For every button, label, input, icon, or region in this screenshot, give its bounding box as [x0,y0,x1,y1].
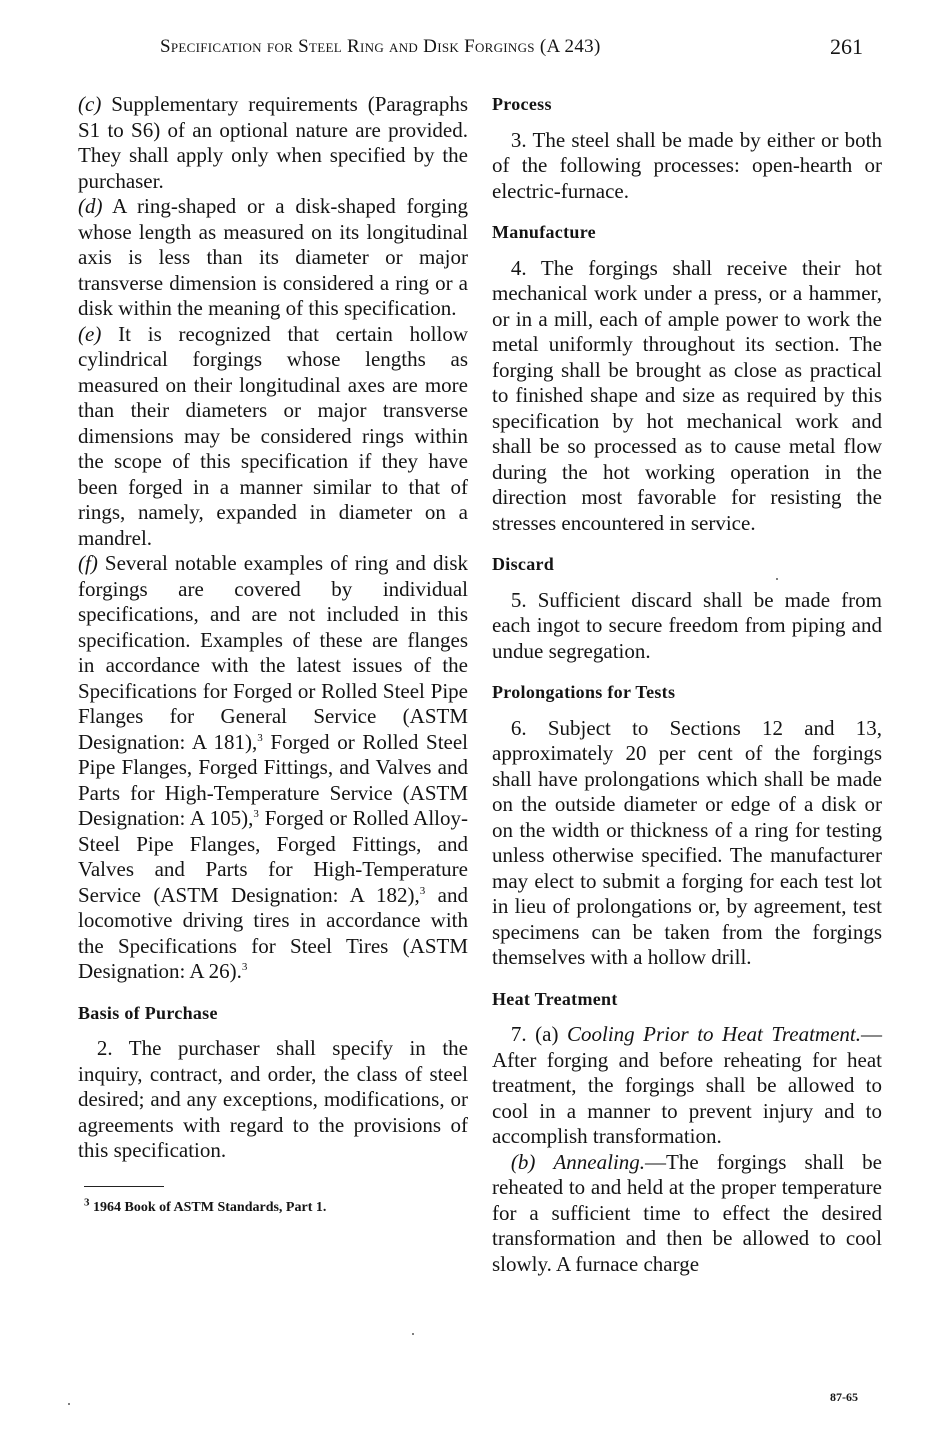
para-d-label: (d) [78,194,103,218]
heading-process: Process [492,94,552,114]
scan-speck [412,1333,414,1335]
footnote-text: 1964 Book of ASTM Standards, Part 1. [93,1199,327,1215]
scan-speck [776,578,778,580]
para-c-text: Supplementary requirements (Paragraphs S1 to S6) of an optional nature are provided. They shall apply only when specified by the purchaser. [78,92,468,193]
para-7a-text: —After forging and before reheating for heat treatment, the forgings shall be allowed to cool in a manner to prevent injury and to accomplish transformation. [492,1022,883,1148]
para-e-label: (e) [78,321,102,346]
right-column [492,92,882,1277]
para-7b-text: —The forgings shall be reheated to and held at the proper temperature for a sufficient time to effect the desired transformation and then be allowed to cool slowly. A furnace charge [492,1149,883,1276]
footnote-divider [84,1186,164,1187]
footnote [84,1195,468,1221]
print-code: 87-65 [830,1390,858,1404]
para-7b-title: Annealing. [553,1149,646,1174]
scan-speck [68,1403,70,1405]
paragraph-2: 2. The purchaser shall specify in the inquiry, contract, and order, the class of steel desired; and any exceptions, modifications, or agreements with regard to the provisions of this specification. [78,1036,468,1162]
paragraph-f [78,551,468,985]
heading-prolongations: Prolongations for Tests [492,682,676,702]
footnote-ref: 3 [241,961,248,973]
para-c-label: (c) [78,92,102,116]
heading-discard: Discard [492,554,555,574]
para-7a-number: 7. (a) [510,1022,559,1046]
running-title: Specification for Steel Ring and Disk Forgings (A 243) [160,36,601,57]
paragraph-7b [492,1150,882,1278]
footnote-ref: 3 [253,808,259,820]
paragraph-6: 6. Subject to Sections 12 and 13, approximately 20 per cent of the forgings shall have prolongations which shall be made on the outside diameter or edge of a disk or on the width or thickness of a ring for testing unless otherwise specified. The manufacturer may elect to submit a forging for each test lot in lieu of prolongations or, by agreement, test specimens can be taken from the forgings themselves with a hollow drill. [492,715,882,969]
left-column [78,92,468,1220]
footnote-ref: 3 [419,884,426,897]
para-d-text: A ring-shaped or a disk-shaped forging whose length as measured on its longitudinal axis is less than its diameter or major transverse dimension is considered a ring or a disk within the meaning of this specification. [78,194,468,320]
paragraph-7a [492,1022,882,1150]
para-f-text-1: Several notable examples of ring and disk forgings are covered by individual specifications, and are not included in this specification. Examples of these are flanges in accordance with the latest issues of the Specifications for Forged or Rolled Steel Pipe Flanges for General Service (ASTM Designation: A 181), [78,551,468,754]
paragraph-3: 3. The steel shall be made by either or both of the following processes: open-hearth or electric-furnace. [492,127,882,203]
para-f-text-2: Forged or Rolled Steel Pipe Flanges, Forged Fittings, and Valves and Parts for High-Temperature Service (ASTM Designation: A 105), [78,729,469,830]
page-number: 261 [830,34,863,59]
heading-basis-of-purchase: Basis of Purchase [78,1002,218,1023]
para-f-label: (f) [78,551,98,575]
para-7a-title: Cooling Prior to Heat Treatment. [566,1022,862,1046]
heading-manufacture: Manufacture [492,222,596,242]
paragraph-c [78,92,468,194]
footnote-ref: 3 [257,731,263,744]
heading-heat-treatment: Heat Treatment [492,988,618,1009]
para-e-text: It is recognized that certain hollow cylindrical forgings whose lengths as measured on their longitudinal axes are more than their diameters or major transverse dimensions may be considered rings within the scope of this specification if they have been forged in a manner similar to that of rings, namely, expanded in diameter on a mandrel. [78,321,468,550]
paragraph-e [78,322,468,552]
paragraph-5: 5. Sufficient discard shall be made from each ingot to secure freedom from piping and undue segregation. [492,587,882,663]
para-f-text-3: Forged or Rolled Alloy-Steel Pipe Flanges, Forged Fittings, and Valves and Parts for High-Temperature Service (ASTM Designation: A 182), [78,806,468,907]
para-f-text-4: and locomotive driving tires in accordance with the Specifications for Steel Tires (ASTM Designation: A 26). [78,882,468,983]
para-7b-label: (b) [510,1149,536,1174]
paragraph-4: 4. The forgings shall receive their hot mechanical work under a press, or a hammer, or in a mill, each of ample power to work the metal uniformly throughout its section. The forging shall be brought as close as practical to finished shape and size as required by this specification by hot mechanical work and shall be so processed as to cause metal flow during the hot working operation in the direction most favorable for resisting the stresses encountered in service. [492,255,882,535]
footnote-mark: 3 [84,1195,90,1208]
paragraph-d [78,194,468,322]
